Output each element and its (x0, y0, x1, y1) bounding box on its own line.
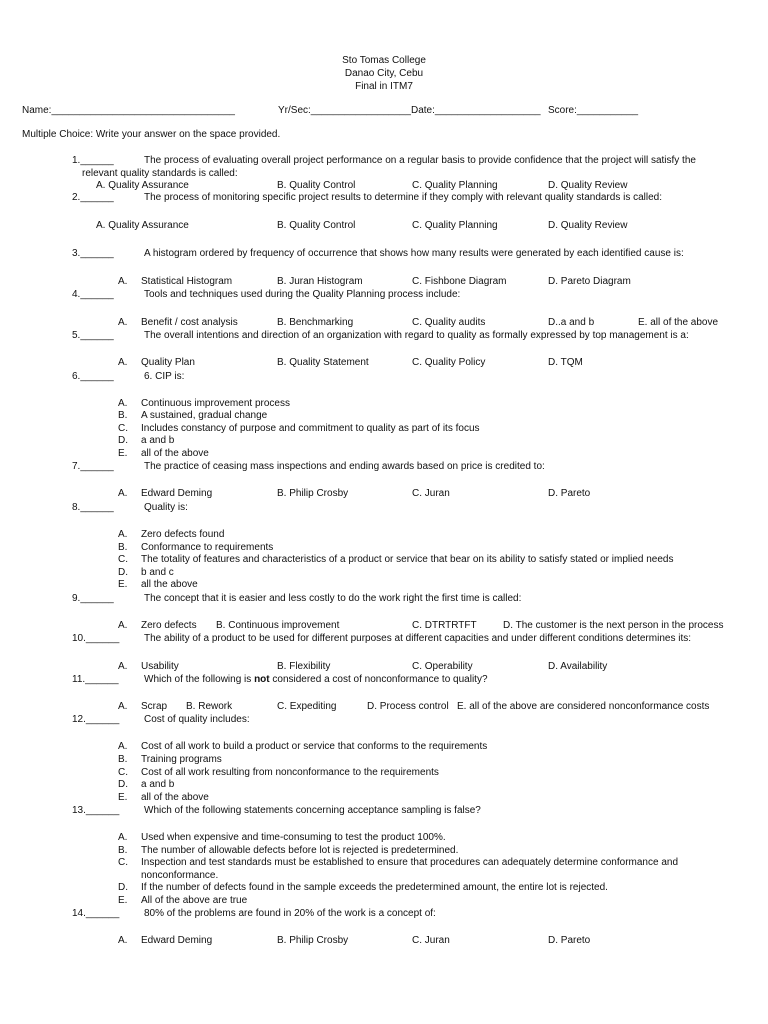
q11-stem-not: not (254, 674, 270, 685)
q5-option-d: D. TQM (548, 357, 583, 368)
q13-letter-b: B. (118, 845, 128, 856)
q3-letter-a: A. (118, 276, 128, 287)
q8-option-b: Conformance to requirements (141, 542, 274, 553)
q12-option-a: Cost of all work to build a product or service that conforms to the requirements (141, 741, 488, 752)
q12-option-c: Cost of all work resulting from nonconformance to the requirements (141, 767, 439, 778)
q9-option-c: C. DTRTRTFT (412, 620, 477, 631)
name-field[interactable]: Name:_________________________________ (22, 105, 235, 116)
q8-letter-e: E. (118, 579, 128, 590)
q1-option-d: D. Quality Review (548, 180, 628, 191)
q10-answer-blank[interactable]: 10.______ (72, 633, 120, 644)
q8-letter-b: B. (118, 542, 128, 553)
q11-option-c: C. Expediting (277, 701, 337, 712)
q11-answer-blank[interactable]: 11.______ (72, 674, 119, 685)
q14-option-a: Edward Deming (141, 935, 213, 946)
q9-option-b: B. Continuous improvement (216, 620, 340, 631)
q8-option-d: b and c (141, 567, 174, 578)
q10-option-c: C. Operability (412, 661, 473, 672)
q9-answer-blank[interactable]: 9.______ (72, 593, 114, 604)
q1-option-b: B. Quality Control (277, 180, 356, 191)
q14-stem: 80% of the problems are found in 20% of the work is a concept of: (144, 908, 436, 919)
q10-option-b: B. Flexibility (277, 661, 331, 672)
q5-option-a: Quality Plan (141, 357, 195, 368)
q12-letter-d: D. (118, 779, 128, 790)
q3-option-d: D. Pareto Diagram (548, 276, 631, 287)
q12-letter-b: B. (118, 754, 128, 765)
q6-letter-b: B. (118, 410, 128, 421)
q4-letter-a: A. (118, 317, 128, 328)
q14-letter-a: A. (118, 935, 128, 946)
q10-option-d: D. Availability (548, 661, 608, 672)
q5-answer-blank[interactable]: 5.______ (72, 330, 114, 341)
q7-stem: The practice of ceasing mass inspections and ending awards based on price is credited to: (144, 461, 545, 472)
q10-stem: The ability of a product to be used for different purposes at different capacities and under different conditions determines its: (144, 633, 691, 644)
q14-option-d: D. Pareto (548, 935, 591, 946)
q11-option-d: D. Process control (367, 701, 449, 712)
q12-option-d: a and b (141, 779, 175, 790)
date-field[interactable]: Date:___________________ (411, 105, 541, 116)
exam-title: Final in ITM7 (355, 81, 413, 92)
q1-option-c: C. Quality Planning (412, 180, 498, 191)
q12-option-b: Training programs (141, 754, 222, 765)
q5-option-b: B. Quality Statement (277, 357, 369, 368)
q14-option-c: C. Juran (412, 935, 450, 946)
q8-option-e: all the above (141, 579, 198, 590)
q8-stem: Quality is: (144, 502, 188, 513)
q11-stem-pre: Which of the following is (144, 674, 255, 685)
q11-stem (144, 674, 488, 686)
q6-letter-d: D. (118, 435, 128, 446)
q6-letter-a: A. (118, 398, 128, 409)
q10-letter-a: A. (118, 661, 128, 672)
q13-option-d: If the number of defects found in the sample exceeds the predetermined amount, the entire lot is rejected. (141, 882, 608, 893)
q6-option-a: Continuous improvement process (141, 398, 290, 409)
q7-answer-blank[interactable]: 7.______ (72, 461, 114, 472)
q4-stem: Tools and techniques used during the Quality Planning process include: (144, 289, 461, 300)
q6-stem: 6. CIP is: (144, 371, 185, 382)
q11-option-b: B. Rework (186, 701, 233, 712)
q6-option-d: a and b (141, 435, 175, 446)
q1-option-a: A. Quality Assurance (96, 180, 189, 191)
q13-option-a: Used when expensive and time-consuming to test the product 100%. (141, 832, 446, 843)
q7-option-b: B. Philip Crosby (277, 488, 349, 499)
q13-letter-e: E. (118, 895, 128, 906)
q5-letter-a: A. (118, 357, 128, 368)
q14-answer-blank[interactable]: 14.______ (72, 908, 120, 919)
q11-letter-a: A. (118, 701, 128, 712)
q6-option-e: all of the above (141, 448, 209, 459)
q2-option-d: D. Quality Review (548, 220, 628, 231)
q12-stem: Cost of quality includes: (144, 714, 250, 725)
q3-answer-blank[interactable]: 3.______ (72, 248, 114, 259)
q6-answer-blank[interactable]: 6.______ (72, 371, 114, 382)
q2-option-b: B. Quality Control (277, 220, 356, 231)
q13-option-c: Inspection and test standards must be established to ensure that procedures can adequately determine conformance and (141, 857, 679, 868)
q4-option-b: B. Benchmarking (277, 317, 354, 328)
q9-stem: The concept that it is easier and less costly to do the work right the first time is called: (144, 593, 522, 604)
school-name: Sto Tomas College (342, 55, 426, 66)
yrsec-field[interactable]: Yr/Sec:__________________ (278, 105, 411, 116)
q9-letter-a: A. (118, 620, 128, 631)
q8-letter-a: A. (118, 529, 128, 540)
q4-option-e: E. all of the above (638, 317, 719, 328)
q3-option-c: C. Fishbone Diagram (412, 276, 507, 287)
q12-option-e: all of the above (141, 792, 209, 803)
q3-stem: A histogram ordered by frequency of occurrence that shows how many results were generated by each identified cause is: (144, 248, 684, 259)
q8-answer-blank[interactable]: 8.______ (72, 502, 114, 513)
q12-letter-c: C. (118, 767, 128, 778)
q12-letter-a: A. (118, 741, 128, 752)
instructions: Multiple Choice: Write your answer on the space provided. (22, 129, 281, 140)
q7-option-a: Edward Deming (141, 488, 213, 499)
q13-answer-blank[interactable]: 13.______ (72, 805, 120, 816)
q3-option-a: Statistical Histogram (141, 276, 233, 287)
q11-option-a: Scrap (141, 701, 168, 712)
q13-letter-d: D. (118, 882, 128, 893)
q5-option-c: C. Quality Policy (412, 357, 486, 368)
q3-option-b: B. Juran Histogram (277, 276, 363, 287)
q11-option-e: E. all of the above are considered nonconformance costs (457, 701, 710, 712)
score-field[interactable]: Score:___________ (548, 105, 639, 116)
q7-option-d: D. Pareto (548, 488, 591, 499)
q11-stem-post: considered a cost of nonconformance to quality? (269, 674, 488, 685)
q9-option-d: D. The customer is the next person in the process (503, 620, 724, 631)
q4-option-d: D..a and b (548, 317, 595, 328)
q9-option-a: Zero defects (141, 620, 197, 631)
q13-option-b: The number of allowable defects before lot is rejected is predetermined. (141, 845, 459, 856)
q5-stem: The overall intentions and direction of an organization with regard to quality as formally expressed by top management is a: (144, 330, 689, 341)
q13-letter-a: A. (118, 832, 128, 843)
q4-option-c: C. Quality audits (412, 317, 486, 328)
q2-answer-blank[interactable]: 2.______ (72, 192, 114, 203)
q12-letter-e: E. (118, 792, 128, 803)
q6-letter-c: C. (118, 423, 128, 434)
q14-option-b: B. Philip Crosby (277, 935, 349, 946)
q13-option-c-cont: nonconformance. (141, 870, 219, 881)
q13-letter-c: C. (118, 857, 128, 868)
q2-stem: The process of monitoring specific project results to determine if they comply with relevant quality standards is called: (144, 192, 663, 203)
q4-answer-blank[interactable]: 4.______ (72, 289, 114, 300)
q2-option-c: C. Quality Planning (412, 220, 498, 231)
q6-option-c: Includes constancy of purpose and commitment to quality as part of its focus (141, 423, 480, 434)
q12-answer-blank[interactable]: 12.______ (72, 714, 120, 725)
q1-stem-cont: relevant quality standards is called: (82, 168, 238, 179)
q13-option-e: All of the above are true (141, 895, 248, 906)
q8-option-c: The totality of features and characteristics of a product or service that bear on its ability to satisfy stated or implied needs (141, 554, 674, 565)
q7-letter-a: A. (118, 488, 128, 499)
school-location: Danao City, Cebu (344, 68, 424, 79)
q8-letter-d: D. (118, 567, 128, 578)
q1-answer-blank[interactable]: 1.______ (72, 155, 114, 166)
q7-option-c: C. Juran (412, 488, 450, 499)
q1-stem: The process of evaluating overall project performance on a regular basis to provide confidence that the project will satisfy the (144, 155, 696, 166)
q6-letter-e: E. (118, 448, 128, 459)
q13-stem: Which of the following statements concerning acceptance sampling is false? (144, 805, 481, 816)
q10-option-a: Usability (141, 661, 179, 672)
q2-option-a: A. Quality Assurance (96, 220, 189, 231)
q8-option-a: Zero defects found (141, 529, 225, 540)
q6-option-b: A sustained, gradual change (141, 410, 268, 421)
q8-letter-c: C. (118, 554, 128, 565)
q4-option-a: Benefit / cost analysis (141, 317, 238, 328)
